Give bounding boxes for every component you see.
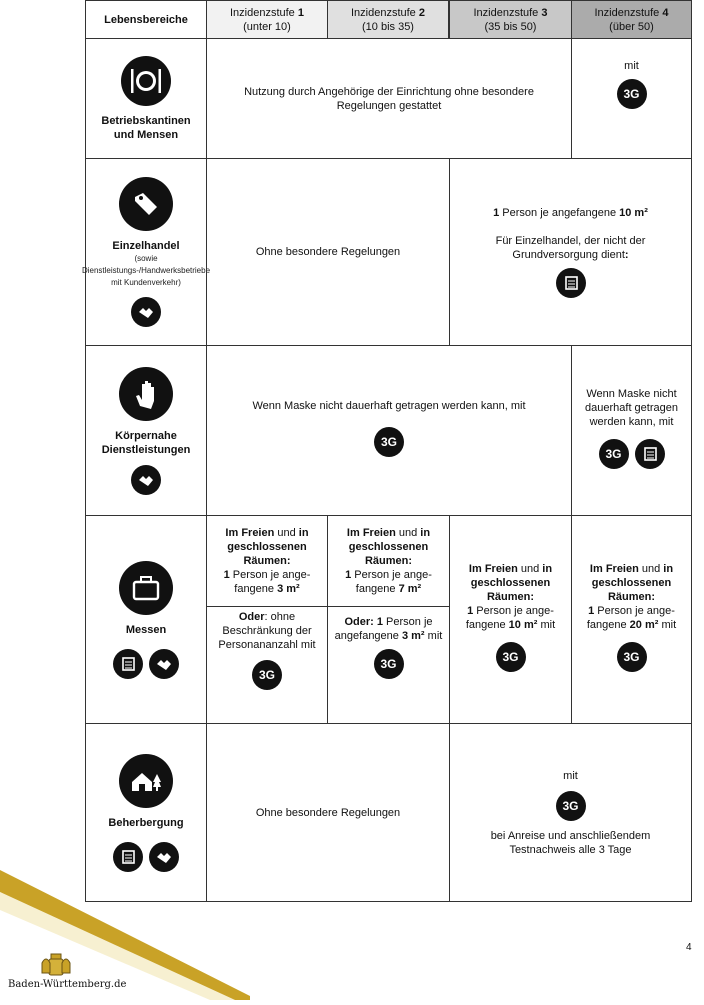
einzelhandel-stufe-1-2: Ohne besondere Regelungen <box>206 158 450 346</box>
kantinen-stufe-4: mit 3G <box>571 38 692 159</box>
header-stufe-2: Inzidenzstufe 2 (10 bis 35) <box>327 0 449 39</box>
3g-badge: 3G <box>617 642 647 672</box>
messen-stufe-1-bottom: Oder: ohne Beschränkung der Personananzahl mit 3G <box>206 606 328 724</box>
kantinen-stufe-1-3: Nutzung durch Angehörige der Einrichtung ohne besondere Regelungen gestattet <box>206 38 572 159</box>
price-tag-icon <box>119 177 173 231</box>
messen-stufe-2-bottom: Oder: 1 Person je angefangene 3 m² mit 3G <box>327 606 450 724</box>
messen-stufe-3: Im Freien und in geschlossenen Räumen: 1 Person je ange-fangene 10 m² mit 3G <box>449 515 572 724</box>
test-document-icon <box>635 439 665 469</box>
handshake-icon <box>149 842 179 872</box>
row-label-kantinen: Betriebskantinen und Mensen <box>85 38 207 159</box>
page-number: 4 <box>686 942 692 953</box>
briefcase-icon <box>119 561 173 615</box>
messen-stufe-4: Im Freien und in geschlossenen Räumen: 1 Person je ange-fangene 20 m² mit 3G <box>571 515 692 724</box>
test-document-icon <box>113 649 143 679</box>
3g-badge: 3G <box>556 791 586 821</box>
header-stufe-3: Inzidenzstufe 3 (35 bis 50) <box>449 0 572 39</box>
3g-badge: 3G <box>374 427 404 457</box>
header-lebensbereiche: Lebensbereiche <box>85 0 207 39</box>
3g-badge: 3G <box>374 649 404 679</box>
3g-badge: 3G <box>617 79 647 109</box>
einzelhandel-stufe-3-4: 1 Person je angefangene 10 m² Für Einzelhandel, der nicht der Grundversorgung dient: <box>449 158 692 346</box>
test-document-icon <box>556 268 586 298</box>
koerpernahe-stufe-1-3: Wenn Maske nicht dauerhaft getragen werden kann, mit 3G <box>206 345 572 516</box>
messen-stufe-2-top: Im Freien und in geschlossenen Räumen: 1 Person je ange-fangene 7 m² <box>327 515 450 607</box>
row-label-koerpernahe: Körpernahe Dienstleistungen <box>85 345 207 516</box>
beherbergung-stufe-1-2: Ohne besondere Regelungen <box>206 723 450 902</box>
header-stufe-1: Inzidenzstufe 1 (unter 10) <box>206 0 328 39</box>
koerpernahe-stufe-4: Wenn Maske nicht dauerhaft getragen werden kann, mit 3G <box>571 345 692 516</box>
beherbergung-stufe-3-4: mit 3G bei Anreise und anschließendem Testnachweis alle 3 Tage <box>449 723 692 902</box>
row-label-beherbergung: Beherbergung <box>85 723 207 902</box>
hand-icon <box>119 367 173 421</box>
test-document-icon <box>113 842 143 872</box>
handshake-icon <box>149 649 179 679</box>
house-tree-icon <box>119 754 173 808</box>
row-label-messen: Messen <box>85 515 207 724</box>
3g-badge: 3G <box>496 642 526 672</box>
3g-badge: 3G <box>599 439 629 469</box>
3g-badge: 3G <box>252 660 282 690</box>
footer-logo-text: Baden-Württemberg.de <box>8 979 127 990</box>
plate-cutlery-icon <box>121 56 171 106</box>
handshake-icon <box>131 297 161 327</box>
messen-stufe-1-top: Im Freien und in geschlossenen Räumen: 1 Person je ange-fangene 3 m² <box>206 515 328 607</box>
row-label-einzelhandel: Einzelhandel (sowie Dienstleistungs-/Handwerksbetriebe mit Kundenverkehr) <box>85 158 207 346</box>
regulation-table <box>81 0 691 904</box>
handshake-icon <box>131 465 161 495</box>
header-stufe-4: Inzidenzstufe 4 (über 50) <box>571 0 692 39</box>
